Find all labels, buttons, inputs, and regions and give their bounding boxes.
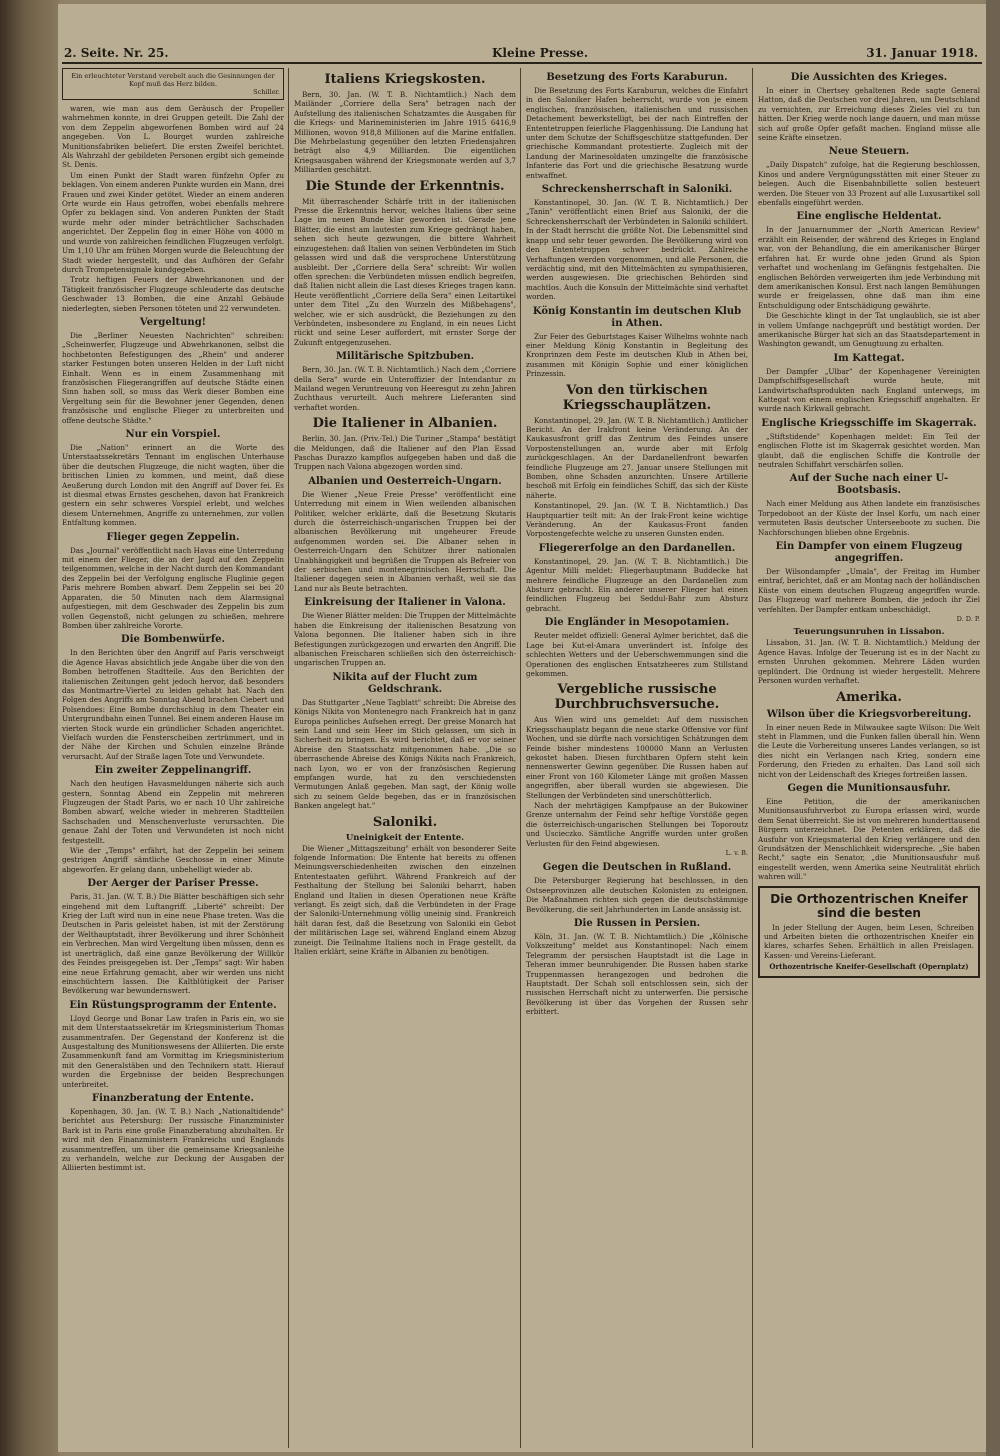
article-headline: Schreckensherrschaft in Saloniki. [541, 184, 733, 196]
article-headline: Die Italiener in Albanien. [312, 416, 498, 432]
column-rule [288, 68, 289, 1448]
article-text: „Stiftstidende" Kopenhagen meldet: Ein Teil der englischen Flotte ist im Skagerrak gesichtet worden. Man glaubt, daß die englischen Schiffe die Kontrolle der neutralen Schiffahrt verschärfen sollen. [758, 431, 980, 469]
article-text: In der Januarnummer der „North American Review" erzählt ein Reisender, der während des Krieges in England war, von der Behandlung, die ein amerikanischer Bürger erfahren hat. Er wurde ohne jeden Grund als Spion verhaftet und wochenlang im Gefängnis festgehalten. Die englischen Behörden verweigerten ihm jede Verbindung mit dem amerikanischen Konsul. Erst nach langen Bemühungen wurde er freigelassen, ohne daß man ihm eine Entschuldigung oder Entschädigung gewährte. [758, 225, 980, 310]
article-text: Die Wiener Blätter melden: Die Truppen der Mittelmächte haben die Einkreisung der italienischen Besatzung von Valona begonnen. Die Italiener haben sich in ihre Befestigungen zurückgezogen und erwarten den Angriff. Die albanischen Freischaren schließen sich den österreichisch-ungarischen Truppen an. [294, 611, 516, 668]
article-headline: Ein Rüstungsprogramm der Entente. [69, 999, 277, 1011]
article-headline: Die Engländer in Mesopotamien. [544, 617, 730, 629]
article-text: Wie der „Temps" erfährt, hat der Zeppelin bei seinem gestrigen Angriff sämtliche Geschosse in einer Minute abgeworfen. Er gelang dann, unbehelligt wieder ab. [62, 846, 284, 874]
book-binding [0, 0, 60, 1456]
article-headline: Die Russen in Persien. [573, 918, 701, 930]
article-headline: Neue Steuern. [828, 146, 910, 158]
article-headline: Ein zweiter Zeppelinangriff. [94, 765, 252, 777]
article-headline: Im Kattegat. [833, 352, 905, 364]
paper-name: Kleine Presse. [492, 46, 589, 60]
article-text: Kopenhagen, 30. Jan. (W. T. B.) Nach „Nationaltidende" berichtet aus Petersburg: Der russische Finanzminister Bark ist in Paris eine große Finanzberatung abzuhalten. Er wird mit den Finanzministern Frankreichs und Englands zusammentreffen, um über die gemeinsame Kriegsanleihe zu verhandeln, welche zur Deckung der Ausgaben der Alliierten bestimmt ist. [62, 1106, 284, 1173]
article-text: Um einen Punkt der Stadt waren fünfzehn Opfer zu beklagen. Von einem anderen Punkte wurden ein Mann, drei Frauen und zwei Kinder getötet. Wieder an einem anderen Orte wurde ein Haus getroffen, wobei ebenfalls mehrere Opfer zu beklagen sind. Von anderen Punkten der Stadt wurde mehr oder minder beträchtlicher Sachschaden angerichtet. Der Zeppelin flog in einer Höhe von 4000 m und wurde von zahlreichen feindlichen Flugzeugen verfolgt. Um 1,10 Uhr am frühen Morgen wurde die Beleuchtung der Stadt wieder hergestellt, und das Aufhören der Gefahr durch Trompetensignale kundgegeben. [62, 170, 284, 274]
column-1 [62, 68, 284, 1452]
article-text: Der Dampfer „Ulbar" der Kopenhagener Vereinigten Dampfschiffsgesellschaft wurde heute, mit Landwirtschaftsprodukten nach England unterwegs, im Kattegat von einem englischen Kriegsschiff angehalten. Er wurde nach Kirkwall gebracht. [758, 366, 980, 414]
article-headline: Von den türkischen Kriegsschauplätzen. [562, 382, 712, 413]
article-text: Die „Nation" erinnert an die Worte des Unterstaatssekretärs Tennant im englischen Unterhause über die deutschen Flugzeuge, die nicht wagten, über die britischen Linien zu kommen, und meint, daß diese Aeußerung durch London mit den Angriff auf Dover fei. Es ist diesmal etwas Ernstes geschehen, davon hat Frankreich gestern ein sehr schweres Vorspiel erlebt, und welches diesem Unternehmen, Angriffe zu unternehmen, zur vollen Entfaltung kommen. [62, 443, 284, 528]
ad-advertiser: Orthozentrische Kneifer-Gesellschaft (Opernplatz) [769, 962, 969, 972]
page-header [62, 44, 982, 64]
article-text: Das Stuttgarter „Neue Tagblatt" schreibt: Die Abreise des Königs Nikita von Montenegro nach Frankreich hat in ganz Europa peinliches Aufsehen erregt. Der greise Monarch hat sein Land und sein Heer im Stich gelassen, um sich in Sicherheit zu bringen. Es wird berichtet, daß er vor seiner Abreise den Staatsschatz mitgenommen habe. „Die so überraschende Abreise des Königs Nikita nach Frankreich, nach Lyon, wo er von der französischen Regierung empfangen wurde, hat zu den verschiedensten Vermutungen Anlaß gegeben. Man sagt, der König wolle sich zu seinem Gelde begeben, das er in französischen Banken angelegt hat." [294, 697, 516, 811]
article-text: Konstantinopel, 29. Jan. (W. T. B. Nichtamtlich.) Amtlicher Bericht. An der Irakfront keine Veränderung. An der Kaukasusfront griff das Zentrum des Feindes unsere Vorpostenstellungen an, wurde aber mit Erfolg zurückgeschlagen. An der Dardanellenfront bewarfen feindliche Flugzeuge am 27. Januar unsere Stellungen mit Bomben, ohne Schaden anzurichten. Unsere Artillerie beschoß mit Erfolg ein feindliches Schiff, das sich der Küste näherte. [526, 415, 748, 500]
quote-box [62, 68, 284, 100]
article-text: Die „Berliner Neuesten Nachrichten" schreiben: „Scheinwerfer, Flugzeuge und Abwehrkanonen, selbst die hochbetonten Befestigungen des „Rhein" und anderer starker Festungen boten unseren Helden in der Luft nicht Einhalt. Wenn es in einem Zusammenhang mit französischen Fliegerangriffen auf deutsche Städte einen Sinn haben soll, so muss das Werk dieser Bomben eine Vergeltung sein für die Bewohner jener Gegenden, denen französische und englische Flieger zu unterbreiten und offene deutsche Städte." [62, 330, 284, 425]
column-rule [520, 68, 521, 1448]
article-headline: Teuerungsunruhen in Lissabon. [793, 627, 945, 638]
advertisement [758, 886, 980, 978]
article-text: Aus Wien wird uns gemeldet: Auf dem russischen Kriegsschauplatz begann die neue starke Offensive vor fünf Wochen, und sie dürfte nach vorsichtigen Schätzungen dem Feinde bisher mindestens 100000 Mann an Verlusten gekostet haben. Diesen furchtbaren Opfern steht kein nennenswerter Gewinn gegenüber. Die Russen haben auf einer Front von 160 Kilometer Länge mit großen Massen angegriffen, aber überall wurden sie abgewiesen. Die Stellungen der Verbündeten sind unerschütterlich. [526, 715, 748, 800]
article-signature: L. v. B. [725, 849, 748, 857]
article-text: Berlin, 30. Jan. (Priv.-Tel.) Die Turiner „Stampa" bestätigt die Meldungen, daß die Italiener auf den Plan Essad Paschas Durazzo kampflos aufgegeben haben und daß die Truppen nach Valona abgezogen worden sind. [294, 434, 516, 472]
article-text: Die Geschichte klingt in der Tat unglaublich, sie ist aber in vollem Umfange nachgeprüft und bestätigt worden. Der amerikanische Bürger hat sich an das Staatsdepartement in Washington gewandt, um Genugtuung zu erhalten. [758, 311, 980, 349]
article-text: Trotz heftigen Feuers der Abwehrkanonen und der Tätigkeit französischer Flugzeuge schleuderte das deutsche Geschwader 13 Bomben, die eine Anzahl Gebäude niederlegten, sieben Personen töteten und 22 verwundeten. [62, 275, 284, 313]
column-2 [294, 68, 516, 1452]
article-text: Das „Journal" veröffentlicht nach Havas eine Unterredung mit einem der Flieger, die an der Jagd auf den Zeppelin teilgenommen, welche in der Nacht durch den Kommandant des Zeppelin bei der Verfolgung englische Fluglinie gegen Paris mehrere Bomben abwarf. Dem Zeppelin sei bei 20 Apparaten, die 50 Minuten nach dem Alarmsignal aufgestiegen, mit dem Geschwader des Zeppelin bis zum vollen Gegenstoß, nicht gelungen zu schießen, mehrere Bomben über zahlreiche Vororte. [62, 545, 284, 630]
ad-text: In jeder Stellung der Augen, beim Lesen, Schreiben und Arbeiten bieten die orthozentrischen Kneifer ein klares, scharfes Sehen. Erhältlich in allen Preislagen. Kassen- und Vereins-Lieferant. [764, 922, 974, 960]
article-text: Bern, 30. Jan. (W. T. B. Nichtamtlich.) Nach dem „Corriere della Sera" wurde ein Unteroffizier der Intendantur zu Mailand wegen Veruntreuung von Heeresgut zu zehn Jahren Zuchthaus verurteilt. Auch mehrere Lieferanten sind verhaftet worden. [294, 365, 516, 412]
article-headline: Die Aussichten des Krieges. [790, 72, 948, 83]
article-text: Nach der mehrtägigen Kampfpause an der Bukowiner Grenze unternahm der Feind sehr heftige Vorstöße gegen die österreichisch-ungarischen Stellungen bei Toporoutz und Uscieczko. Sämtliche Angriffe wurden unter großen Verlusten für den Feind abgewiesen. [526, 800, 748, 848]
article-headline: Der Aerger der Pariser Presse. [87, 878, 259, 890]
article-text: Lissabon, 31. Jan. (W. T. B. Nichtamtlich.) Meldung der Agence Havas. Infolge der Teuerung ist es in der Nacht zu ernsten Unruhen gekommen. Mehrere Läden wurden geplündert. Die Ordnung ist wieder hergestellt. Mehrere Personen wurden verhaftet. [758, 638, 980, 686]
article-headline: Albanien und Oesterreich-Ungarn. [308, 475, 502, 487]
article-text: Die Petersburger Regierung hat beschlossen, in den Ostseeprovinzen alle deutschen Kolonisten zu enteignen. Die Maßnahmen richten sich gegen die deutschstämmige Bevölkerung, die seit Jahrhunderten im Lande ansässig ist. [526, 876, 748, 914]
article-text: In den Berichten über den Angriff auf Paris verschweigt die Agence Havas absichtlich jede Angabe über die von den Bomben betroffenen Stadtteile. Aus den Berichten der italienischen Zeitungen geht jedoch hervor, daß besonders das Montmartre-Viertel zu leiden gehabt hat. Nach den Folgen des Angriffs am Sonntag Abend brachen Ciebert und Polsendoes: Eine Bombe durchschlug in dem Theater ein Untergrundbahn einen Tunnel. Bei einem anderen Hause im vierten Stock wurde ein gründlicher Schaden angerichtet. Vielfach wurden die Fensterscheiben zertrümmert, und in der Nähe der Kirchen und Schulen einzelne Brände verursacht. Auf der Straße lagen Tote und Verwundete. [62, 648, 284, 761]
newspaper-page [58, 4, 986, 1452]
article-headline: Die Stunde der Erkenntnis. [305, 178, 505, 194]
article-headline: Nur ein Vorspiel. [125, 429, 221, 440]
article-headline: Einkreisung der Italiener in Valona. [304, 597, 506, 609]
article-headline: Gegen die Munitionsausfuhr. [787, 782, 951, 794]
article-headline: Saloniki. [372, 814, 438, 830]
article-text: waren, wie man aus dem Geräusch der Propeller wahrnehmen konnte, in drei Gruppen geteilt. Die Zahl der von dem Zeppelin abgeworfenen Bomben wird auf 24 angegeben. Von L. Bourget wurden zahlreiche Munitionsfabriken beliefert. Die ersten Zweifel berichtet. Als Wahrzahl der gebildeten Personen ergibt sich gemeinde St. Denis. [62, 104, 284, 170]
ad-headline: Die Orthozentrischen Kneifer sind die besten [770, 891, 968, 920]
article-subheadline: Uneinigkeit der Entente. [345, 832, 465, 843]
article-headline: Wilson über die Kriegsvorbereitung. [766, 708, 972, 720]
article-headline: König Konstantin im deutschen Klub in Athen. [532, 305, 742, 329]
article-text: Konstantinopel, 29. Jan. (W. T. B. Nichtamtlich.) Die Agentur Milli meldet: Fliegerhauptmann Buddecke hat mehrere feindliche Flugzeuge an den Dardanellen zum Absturz gebracht. Ein anderer unserer Flieger hat einen feindlichen Flugzeug bei Seddul-Bahr zum Absturz gebracht. [526, 556, 748, 613]
article-headline: Englische Kriegsschiffe im Skagerrak. [761, 417, 977, 429]
article-headline: Finanzberatung der Entente. [91, 1092, 255, 1104]
article-text: Die Besetzung des Forts Karaburun, welches die Einfahrt in den Saloniker Hafen beherrscht, wurde von je einem englischen, französischen, italienischen und russischen Detachement bewerkstelligt, bei der nach Eintreffen der Ententetruppen feierliche Flaggenhissung. Die Landung hat unter dem Schutze der Schiffsgeschütze stattgefunden. Der griechische Kommandant protestierte. Zugleich mit der Landung der Marinesoldaten umzingelte die französische Infanterie das Fort und die griechische Besatzung wurde entwaffnet. [526, 86, 748, 180]
article-text: Konstantinopel, 29. Jan. (W. T. B. Nichtamtlich.) Das Hauptquartier teilt mit: An der Irak-Front keine wichtige Veränderung. An der Kaukasus-Front fanden Vorpostengefechte welche zu unseren Gunsten enden. [526, 501, 748, 539]
article-text: Eine Petition, die der amerikanischen Munitionsausfuhrverbot zu Europa erlassen wird, wurde dem Senat überreicht. Sie ist von mehreren hunderttausend Bürgern unterzeichnet. Die Petenten erklären, daß die Ausfuhr von Kriegsmaterial den Krieg verlängere und den Grundsätzen der Menschlichkeit widerspreche. „Sie haben Recht," sagte ein Senator, „die Munitionsausfuhr muß eingestellt werden, wenn Amerika seine Neutralität ehrlich wahren will." [758, 796, 980, 882]
article-headline: Nikita auf der Flucht zum Geldschrank. [332, 671, 478, 695]
issue-date: 31. Januar 1918. [866, 46, 978, 60]
article-headline: Vergebliche russische Durchbruchsversuche. [554, 682, 720, 713]
article-text: In einer neuen Rede in Milwaukee sagte Wilson: Die Welt steht in Flammen, und die Funken fallen überall hin. Wenn die Leute die Vorbereitung unseres Landes verlangen, so ist dies nicht ein Verlangen nach Krieg, sondern eine Forderung, den Frieden zu erhalten. Das Land soll sich nicht von der Leidenschaft des Krieges fortreißen lassen. [758, 722, 980, 779]
article-headline: Eine englische Heldentat. [796, 211, 942, 223]
article-headline: Die Bombenwürfe. [121, 634, 225, 646]
article-headline: Ein Dampfer von einem Flugzeug angegriffen. [775, 541, 963, 565]
article-text: Zur Feier des Geburtstages Kaiser Wilhelms wohnte nach einer Meldung König Konstantin in Begleitung des Kronprinzen dem Feste im deutschen Klub in Athen bei, zusammen mit Königin Sophie und einer königlichen Prinzessin. [526, 331, 748, 379]
article-headline: Italiens Kriegskosten. [324, 72, 486, 87]
article-headline: Gegen die Deutschen in Rußland. [542, 862, 732, 874]
article-text: In einer in Chertsey gehaltenen Rede sagte General Hatton, daß die Deutschen vor drei Jahren, um Deutschland zu vernichten, zur Erreichung dieses Zieles viel zu tun hätten. Der Krieg werde noch lange dauern, und man müsse sich auf große Opfer gefaßt machen. England müsse alle seine Kräfte einsetzen. [758, 86, 980, 143]
article-text: „Daily Dispatch" zufolge, hat die Regierung beschlossen, Kinos und andere Vergnügungsstätten mit einer Steuer zu belegen. Auch die Eisenbahnbillette sollen besteuert werden. Die Steuer von 33 Prozent auf alle Luxusartikel soll ebenfalls eingeführt werden. [758, 160, 980, 208]
article-headline: Vergeltung! [139, 316, 207, 328]
article-headline: Besetzung des Forts Karaburun. [546, 72, 728, 83]
article-text: Die Wiener „Neue Freie Presse" veröffentlicht eine Unterredung mit einem in Wien weilenden albanischen Politiker, welcher erklärte, daß die Besetzung Skutaris durch die österreichisch-ungarischen Truppen bei der albanischen Bevölkerung mit ungeheurer Freude aufgenommen worden sei. Die Albaner sehen in Oesterreich-Ungarn den Schützer ihrer nationalen Unabhängigkeit und begrüßen die Truppen als Befreier von der serbischen und montenegrinischen Herrschaft. Die Italiener dagegen seien in Albanien verhaßt, weil sie das Land nur als Beute betrachten. [294, 489, 516, 593]
column-rule [752, 68, 753, 1448]
article-text: Nach einer Meldung aus Athen landete ein französisches Torpedoboot an der Küste der Insel Korfu, um nach einer vermuteten Basis deutscher Unterseeboote zu suchen. Die Nachforschungen blieben ohne Ergebnis. [758, 499, 980, 537]
article-text: Konstantinopel, 30. Jan. (W. T. B. Nichtamtlich.) Der „Tanin" veröffentlicht einen Brief aus Saloniki, der die Schreckensherrschaft der Verbündeten in Saloniki schildert. In der Stadt herrscht die größte Not. Die Lebensmittel sind knapp und sehr teuer geworden. Die Bevölkerung wird von den Ententetruppen schwer bedrückt. Zahlreiche Verhaftungen werden vorgenommen, und alle Personen, die verdächtig sind, mit den Mittelmächten zu sympathisieren, werden ausgewiesen. Die griechischen Behörden sind machtlos. Auch die Konsuln der Mittelmächte sind verhaftet worden. [526, 198, 748, 302]
quote-author: Schiller. [253, 88, 280, 96]
page-edge [986, 0, 1000, 1456]
article-text: Lloyd George und Bonar Law trafen in Paris ein, wo sie mit dem Unterstaatssekretär im Kriegsministerium Thomas zusammentrafen. Der Gegenstand der Konferenz ist die Ausgestaltung des Munitionswesens der Alliierten. Die erste Zusammenkunft fand am Vormittag im Kriegsministerium mit den Generalstäben und den Technikern statt. Hierauf wurden die Ergebnisse der beiden Besprechungen unterbreitet. [62, 1013, 284, 1089]
article-text: Mit überraschender Schärfe tritt in der italienischen Presse die Erkenntnis hervor, welches Italiens über seine Lage im neuen Bunde klar geworden ist. Gerade jene Blätter, die einst am lautesten zum Kriege gedrängt haben, sehen sich heute gezwungen, die bittere Wahrheit einzugestehen: daß Italien von seinen Verbündeten im Stich gelassen wird und daß die versprochene Unterstützung ausbleibt. Der „Corriere della Sera" schreibt: Wir wollen offen sprechen: die Verbündeten müssen endlich begreifen, daß Italien nicht allein die Last dieses Krieges tragen kann. Heute veröffentlicht „Corriere della Sera" einen Leitartikel unter dem Titel „Zu den Wurzeln des Mißbehagens", welcher, wie er sich ausdrückt, die Beziehungen zu den Verbündeten, insbesondere zu England, in ein neues Licht rückt und seine Leser auffordert, mit ernster Sorge der Zukunft entgegenzusehen. [294, 196, 516, 347]
article-text: Reuter meldet offiziell: General Aylmer berichtet, daß die Lage bei Kut-el-Amara unverändert ist. Infolge des schlechten Wetters und der Ueberschwemmungen sind die Operationen des englischen Entsatzheeres zum Stillstand gekommen. [526, 631, 748, 678]
article-headline: Fliegererfolge an den Dardanellen. [538, 542, 736, 554]
article-text: Bern, 30. Jan. (W. T. B. Nichtamtlich.) Nach dem Mailänder „Corriere della Sera" betragen nach der Aufstellung des italienischen Schatzamtes die Ausgaben für die Kriegs- und Marineministerien im Jahre 1915 6416,9 Millionen, wovon 918,8 Millionen auf die Marine entfallen. Die Mehrbelastung gegenüber den letzten Friedensjahren beträgt also 4,9 Milliarden. Die eigentlichen Kriegsausgaben während der Kriegsmonate werden auf 3,7 Milliarden geschätzt. [294, 90, 516, 175]
page-number: 2. Seite. Nr. 25. [64, 46, 169, 60]
article-text: Köln, 31. Jan. (W. T. B. Nichtamtlich.) Die „Kölnische Volkszeitung" meldet aus Konstantinopel: Nach einem Telegramm der persischen Hauptstadt ist die Lage in Teheran immer beunruhigender. Die Russen haben starke Truppenmassen herangezogen und bedrohen die Hauptstadt. Der Schah soll entschlossen sein, sich der russischen Herrschaft nicht zu unterwerfen. Die persische Bevölkerung ist über das Vorgehen der Russen sehr erbittert. [526, 932, 748, 1017]
article-text: Paris, 31. Jan. (W. T. B.) Die Blätter beschäftigen sich sehr eingehend mit dem Luftangriff. „Liberté" schreibt: Der Krieg der Luft wird nun in eine neue Phase treten. Was die Deutschen in Paris geleistet haben, ist mit der Zerstörung der Welthauptstadt, ihrer Bevölkerung und ihrer Schönheit ein Verbrechen. Man wird Vergeltung üben müssen, denn es ist unerträglich, daß eine ganze Bevölkerung der Willkür des Feindes preisgegeben ist. Der „Temps" sagt: Wir haben eine neue Erfahrung gemacht, aber wir werden uns nicht einschüchtern lassen. Die Kaltblütigkeit der Pariser Bevölkerung war bewundernswert. [62, 892, 284, 996]
article-headline: Flieger gegen Zeppelin. [106, 531, 240, 543]
column-3 [526, 68, 748, 1452]
article-text: Nach den heutigen Havasmeldungen näherte sich auch gestern, Sonntag Abend ein Zeppelin mit mehreren Flugzeugen der Stadt Paris, wo er nach 10 Uhr zahlreiche Bomben abwarf, welche wieder in mehreren Stadtteilen Sachschaden und Menschenverluste verursachten. Die genaue Zahl der Toten und Verwundeten ist noch nicht festgestellt. [62, 779, 284, 845]
column-4 [758, 68, 980, 1452]
article-headline: Auf der Suche nach einer U-Bootsbasis. [789, 473, 949, 497]
article-signature: D. D. P. [956, 615, 980, 624]
section-headline: Amerika. [836, 689, 902, 705]
quote-text: Ein erleuchteter Verstand verebelt auch die Gesinnungen der Kopf muß das Herz bilden. [71, 72, 275, 88]
article-text: Der Wilsondampfer „Umala", der Freitag im Humber eintraf, berichtet, daß er am Montag nach der holländischen Küste von einem deutschen Flugzeug angegriffen wurde. Das Flugzeug warf mehrere Bomben, die jedoch ihr Ziel verfehlten. Der Dampfer entkam unbeschädigt. [758, 567, 980, 614]
article-headline: Militärische Spitzbuben. [335, 351, 475, 363]
article-text: Die Wiener „Mittagszeitung" erhält von besonderer Seite folgende Information: Die Entente hat bereits zu offenen Meinungsverschiedenheiten zwischen den einzelnen Ententestaaten geführt. Während Frankreich auf der Festhaltung der Stellung bei Saloniki beharrt, haben England und Italien in diesen Operationen neue Kräfte verlangt. Es zeigt sich, daß die Verbündeten in der Frage der Saloniki-Unternehmung völlig uneinig sind. Frankreich hält daran fest, daß die Besetzung von Saloniki ein Gebot der militärischen Lage sei, während England einem Abzug zuneigt. Die Teilnahme Italiens noch in Frage gestellt, da Italien erklärt, seine Kräfte in Albanien zu benötigen. [294, 843, 516, 957]
